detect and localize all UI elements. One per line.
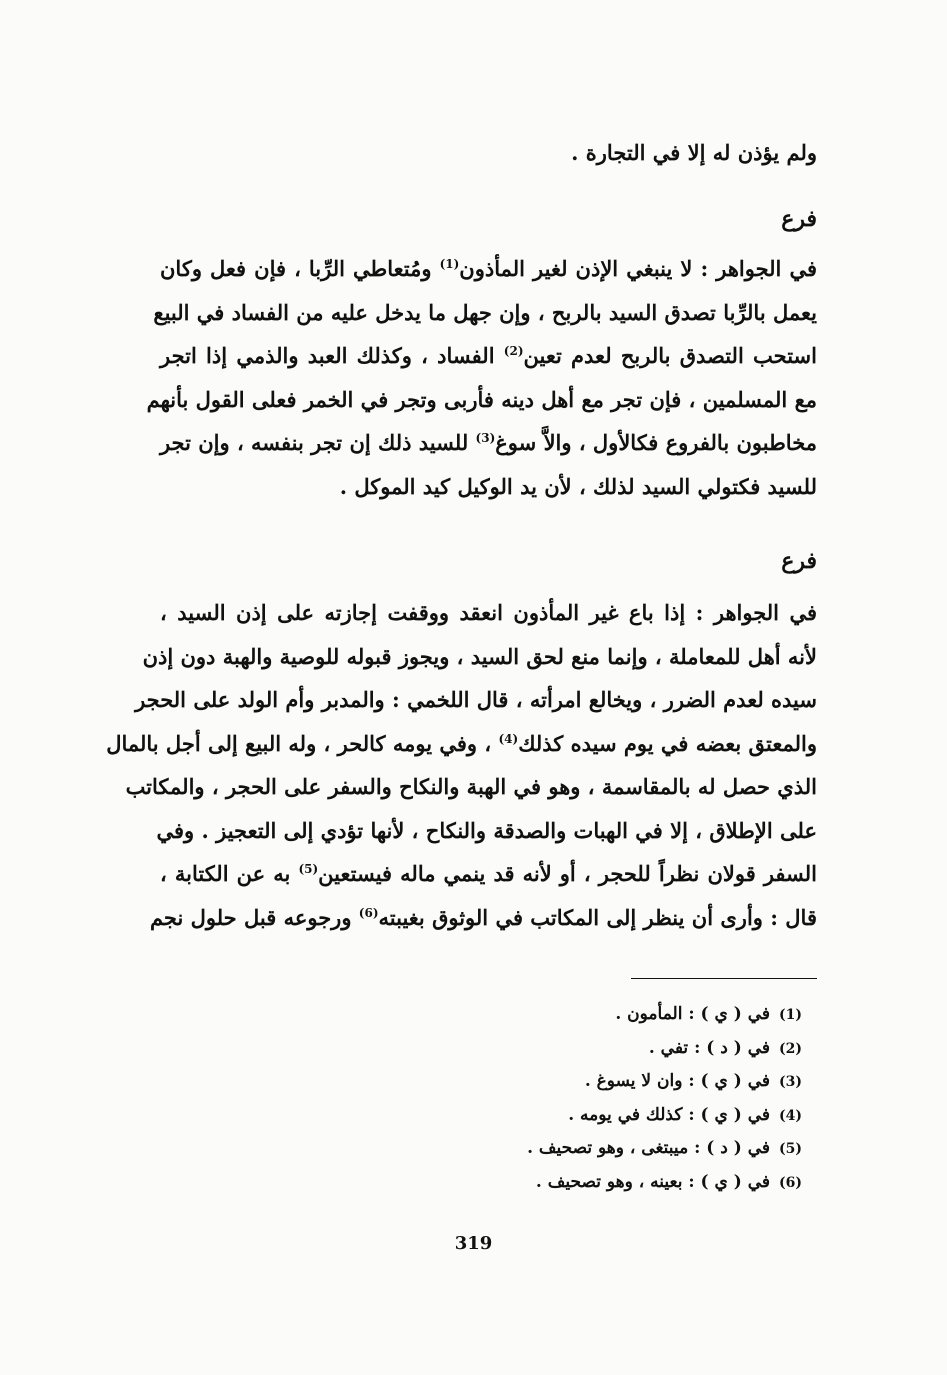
line-text: يعمل بالرِّبا تصدق السيد بالربح ، وإن جهل ما يدخل عليه من الفساد في البيع — [153, 299, 817, 325]
line-text: للسيد فكتولي السيد لذلك ، لأن يد الوكيل كيد الموكل . — [339, 473, 817, 499]
footnote-number: (4) — [779, 1107, 802, 1124]
line-text: سيده لعدم الضرر ، ويخالع امرأته ، قال اللخمي : والمدبر وأم الولد على الحجر — [135, 687, 817, 712]
section1-heading: فرع — [781, 206, 817, 232]
paragraph-line — [153, 291, 817, 335]
footnote-marker: (2) — [503, 344, 524, 358]
footnote-marker: (1) — [439, 257, 460, 271]
footnote-item — [302, 1166, 802, 1200]
footnote-marker: (4) — [498, 731, 519, 746]
line-text-continued: للسيد ذلك إن تجر بنفسه ، وإن تجر — [159, 430, 476, 455]
footnote-item — [302, 1065, 802, 1099]
line-text: والمعتق بعضه في يوم سيده كذلك — [518, 730, 817, 756]
paragraph-line — [160, 465, 817, 509]
footnote-number: (1) — [779, 1007, 802, 1023]
paragraph-line — [125, 765, 817, 809]
footnote-item — [302, 1032, 802, 1066]
page-number: 319 — [454, 1233, 493, 1254]
line-text-continued: ومُتعاطي الرِّبا ، فإن فعل وكان — [160, 256, 440, 281]
footnote-text: في ( د ) : تفي . — [648, 1037, 770, 1058]
footnote-item — [302, 998, 802, 1032]
line-text: على الإطلاق ، إلا في الهبات والصدقة والنكاح ، لأنها تؤدي إلى التعجيز . وفي — [156, 817, 817, 843]
section1-paragraph — [146, 247, 817, 508]
intro-paragraph — [160, 131, 817, 175]
paragraph-line — [160, 247, 817, 291]
line-text: الذي حصل له بالمقاسمة ، وهو في الهبة والنكاح والسفر على الحجر ، والمكاتب — [125, 774, 817, 799]
paragraph-line — [160, 334, 817, 378]
footnote-number: (3) — [779, 1074, 802, 1090]
line-text: السفر قولان نظراً للحجر ، أو لأنه قد ينمي ماله فيستعين — [318, 861, 818, 886]
line-text: في الجواهر : لا ينبغي الإذن لغير المأذون — [459, 256, 817, 281]
footnote-divider — [631, 978, 817, 979]
line-text: في الجواهر : إذا باع غير المأذون انعقد ووقفت إجازته على إذن السيد ، — [160, 600, 817, 625]
paragraph-line — [142, 635, 817, 679]
footnote-number: (5) — [779, 1141, 802, 1157]
paragraph-line — [156, 809, 817, 853]
footnote-text: في ( ي ) : كذلك في يومه . — [568, 1104, 770, 1125]
footnote-text: في ( ي ) : المأمون . — [615, 1004, 770, 1024]
line-text: مع المسلمين ، فإن تجر مع أهل دينه فأربى وتجر في الخمر فعلى القول بأنهم — [146, 386, 817, 412]
footnote-text: في ( ي ) : بعينه ، وهو تصحيف . — [535, 1171, 770, 1192]
line-text: استحب التصدق بالربح لعدم تعين — [523, 343, 817, 368]
footnote-text: في ( ي ) : وان لا يسوغ . — [584, 1071, 770, 1091]
footnote-number: (6) — [779, 1174, 802, 1191]
footnotes-list — [302, 998, 802, 1199]
section2-paragraph — [106, 591, 818, 939]
intro-line: ولم يؤذن له إلا في التجارة . — [571, 140, 817, 165]
line-text-continued: به عن الكتابة ، — [160, 861, 299, 886]
paragraph-line — [146, 378, 817, 422]
line-text-continued: الفساد ، وكذلك العبد والذمي إذا اتجر — [160, 343, 504, 368]
paragraph-line — [135, 678, 817, 722]
paragraph-line — [160, 421, 817, 465]
line-text-continued: ورجوعه قبل حلول نجم — [149, 904, 359, 930]
line-text: قال : وأرى أن ينظر إلى المكاتب في الوثوق بغيبته — [378, 904, 817, 930]
paragraph-line — [160, 852, 817, 896]
footnote-item — [302, 1099, 802, 1133]
footnote-marker: (5) — [298, 862, 319, 876]
line-text-continued: ، وفي يومه كالحر ، وله البيع إلى أجل بالمال — [106, 730, 499, 756]
footnote-marker: (3) — [475, 431, 496, 445]
section2-heading: فرع — [781, 548, 817, 574]
footnote-number: (2) — [779, 1040, 802, 1057]
line-text: لأنه أهل للمعاملة ، وإنما منع لحق السيد ، ويجوز قبوله للوصية والهبة دون إذن — [142, 643, 817, 669]
paragraph-line — [106, 722, 817, 766]
footnote-text: في ( د ) : ميبتغى ، وهو تصحيف . — [527, 1138, 770, 1158]
paragraph-line — [149, 896, 817, 940]
line-text: مخاطبون بالفروع فكالأول ، والاَّ سوغ — [495, 430, 817, 455]
footnote-item — [302, 1132, 802, 1166]
paragraph-line — [160, 591, 817, 635]
footnote-marker: (6) — [358, 905, 379, 920]
